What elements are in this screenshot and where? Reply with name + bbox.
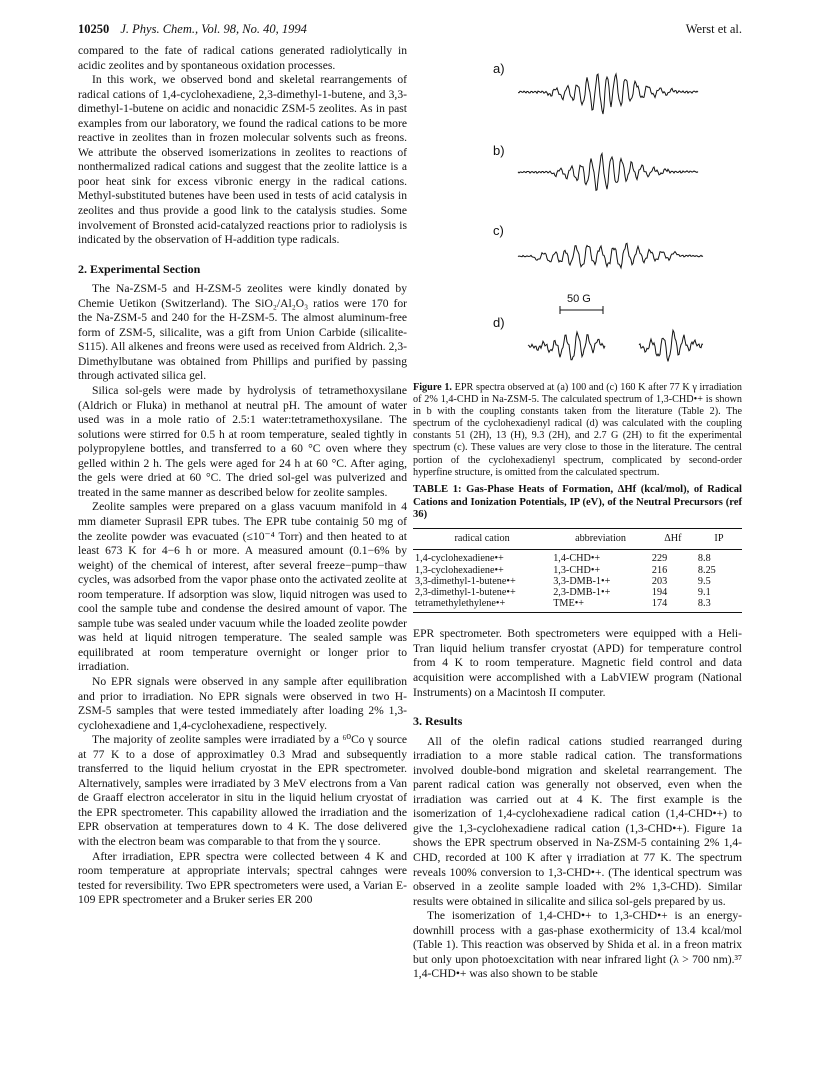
paragraph: Silica sol-gels were made by hydrolysis of tetramethoxysilane (Aldrich or Fluka) in methanol at neutral pH. The amount of water used was in a mole ratio of 2.5:1 water:tetramethoxysilane. The solutions were stirred for 0.5 h at room temperature, sealed tightly in polypropylene bottles, and transferred to a 60 °C oven where they gelled within 2 h. The gels were aged for 24 h at 60 °C. After aging, the gels were dried at 60 °C. The dried sol-gel was pulverized and treated in the same manner as described below for zeolite samples. bbox=[78, 384, 407, 499]
table-cell: 3,3-dimethyl-1-butene•+ bbox=[415, 575, 516, 587]
table-header-cell: IP bbox=[696, 528, 742, 550]
paragraph: In this work, we observed bond and skeletal rearrangements of radical cations of 1,4-cyclohexadiene, 2,3-dimethyl-1-butene, and 3,3-dimethyl-1-butene on acidic and nonacidic ZSM-5 zeolites. As in past examples from our laboratory, we found the radical cations to be more reactive in zeolites than in frozen molecular solvents such as freons. We attribute the observed isomerizations in zeolites to reactions of nonthermalized radical cations and suggest that the zeolite lattice is a poor heat sink for excess vibronic energy in the radical cations. Methyl-substituted butenes have been used in tests of acid catalysis in zeolites and thus provide a good link to the catalysis studies. Some involvement of Bronsted acid-catalyzed reactions prior to radiolysis is indicated by the observation of H-addition type radicals. bbox=[78, 73, 407, 247]
table-cell: 9.5 bbox=[697, 575, 711, 587]
table-cell: 3,3-DMB-1•+ bbox=[553, 575, 611, 587]
spectrum-trace-c bbox=[518, 243, 703, 268]
paragraph: compared to the fate of radical cations generated radiolytically in acidic zeolites and by spontaneous oxidation processes. bbox=[78, 44, 407, 72]
left-column bbox=[78, 44, 407, 908]
table-cell: 1,3-CHD•+ bbox=[553, 564, 601, 576]
table-cell: 8.8 bbox=[697, 553, 711, 565]
scale-bar bbox=[560, 306, 603, 314]
table-row bbox=[413, 565, 742, 576]
right-column bbox=[413, 44, 742, 982]
table-cell: 8.25 bbox=[697, 564, 716, 576]
table-cell: 9.1 bbox=[697, 586, 711, 598]
table-caption: TABLE 1: Gas-Phase Heats of Formation, ΔHf (kcal/mol), of Radical Cations and Ionization Potentials, IP (eV), of the Neutral Precursors (ref 36) bbox=[413, 484, 742, 521]
paragraph: All of the olefin radical cations studied rearranged during irradiation to a more stable radical cation. The transformations involved double-bond migration and skeletal rearrangement. The parent radical cation was generally not observed, even when the irradiation was carried out at 4 K. The first example is the isomerization of 1,4-cyclohexadiene radical cation (1,4-CHD•+) to give the 1,3-cyclohexadiene radical cation (1,3-CHD•+). Figure 1a shows the EPR spectrum observed in Na-ZSM-5 containing 2% 1,4-CHD, recorded at 100 K after γ irradiation at 77 K. The spectrum reveals 100% conversion to 1,3-CHD•+. (The identical spectrum was observed in a zeolite sample loaded with 2% 1,3-CHD). Similar results were obtained in silicalite and silica sol-gels prepared by us. bbox=[413, 734, 742, 908]
table-header-cell: radical cation bbox=[413, 528, 551, 550]
figure-caption-label: Figure 1. bbox=[413, 382, 452, 393]
table-header-cell: ΔHf bbox=[650, 528, 696, 550]
panel-label-d: d) bbox=[493, 315, 505, 330]
table-cell: 2,3-dimethyl-1-butene•+ bbox=[415, 586, 516, 598]
section-heading-results: 3. Results bbox=[413, 714, 463, 729]
table-cell: 1,4-CHD•+ bbox=[553, 553, 601, 565]
table-cell: 203 bbox=[651, 575, 668, 587]
paragraph: The Na-ZSM-5 and H-ZSM-5 zeolites were kindly donated by Chemie Uetikon (Switzerland). The SiO₂/Al₂O₃ ratios were 170 for the Na-ZSM-5 and 240 for the H-ZSM-5. The almost aluminum-free form of ZSM-5, silicalite, was a gift from Union Carbide (silicalite-S115). All alkenes and freons were used as received from Aldrich. 2,3-Dimethylbutane was obtained from Phillips and purified by passing through activated silica gel. bbox=[78, 282, 407, 383]
panel-label-a: a) bbox=[493, 61, 505, 76]
page-number: 10250 bbox=[78, 22, 110, 36]
running-header bbox=[78, 22, 742, 40]
table-cell: tetramethylethylene•+ bbox=[413, 598, 551, 613]
figure-caption bbox=[413, 382, 742, 479]
figure-caption-text: EPR spectra observed at (a) 100 and (c) 160 K after 77 K γ irradiation of 2% 1,4-CHD in Na-ZSM-5. The calculated spectrum of 1,3-CHD•+ is shown in b with the coupling constants taken from the literature (Table 2). The spectrum of the cyclohexadienyl radical (d) was calculated with the coupling constants 51 (2H), 13 (H), 9.3 (2H), and 2.7 G (2H) to fit the experimental spectrum (c). These values are very close to those in the literature. The central portion of the cyclohexadienyl spectrum, complicated by second-order hyperfine structure, is omitted from the calculated spectrum. bbox=[413, 382, 742, 478]
epr-spectra-graphic bbox=[413, 44, 742, 374]
paragraph: EPR spectrometer. Both spectrometers were equipped with a Heli-Tran liquid helium transfer cryostat (APD) for temperature control from 4 K to room temperature. Magnetic field control and data acquisition were accomplished with a LabVIEW program (National Instruments) on a Macintosh II computer. bbox=[413, 627, 742, 699]
panel-label-c: c) bbox=[493, 223, 504, 238]
table-1 bbox=[413, 528, 742, 614]
panel-label-b: b) bbox=[493, 143, 505, 158]
spectrum-trace-d2 bbox=[639, 330, 703, 361]
table-cell: 2,3-DMB-1•+ bbox=[553, 586, 611, 598]
paragraph: No EPR signals were observed in any sample after equilibration and prior to irradiation. No EPR signals were observed in two H-ZSM-5 samples that were tested immediately after loading 2% 1,3-cyclohexadiene and 1,4-cyclohexadiene, respectively. bbox=[78, 674, 407, 732]
table-cell: TME•+ bbox=[551, 598, 650, 613]
table-cell: 194 bbox=[651, 586, 668, 598]
table-cell: 1,4-cyclohexadiene•+ bbox=[415, 553, 504, 565]
running-authors: Werst et al. bbox=[685, 22, 742, 36]
table-row bbox=[413, 550, 742, 565]
table-row bbox=[413, 576, 742, 587]
table-cell: 174 bbox=[650, 598, 696, 613]
table-header-cell: abbreviation bbox=[551, 528, 650, 550]
section-heading-experimental: 2. Experimental Section bbox=[78, 261, 201, 276]
scale-label: 50 G bbox=[567, 293, 591, 305]
table-cell: 1,3-cyclohexadiene•+ bbox=[415, 564, 504, 576]
table-cell: 216 bbox=[651, 564, 668, 576]
table-row bbox=[413, 598, 742, 613]
table-header-row bbox=[413, 528, 742, 550]
journal-citation: J. Phys. Chem., Vol. 98, No. 40, 1994 bbox=[120, 22, 307, 36]
table-row bbox=[413, 587, 742, 598]
table-cell: 8.3 bbox=[696, 598, 742, 613]
figure-1 bbox=[413, 44, 742, 478]
spectrum-trace-d1 bbox=[528, 332, 605, 360]
paragraph: After irradiation, EPR spectra were collected between 4 K and room temperature at appropriate intervals; spectral cahnges were tested for reversibility. Two EPR spectrometers were used, a Varian E-109 EPR spectrometer and a Bruker series ER 200 bbox=[78, 849, 407, 907]
paragraph: The isomerization of 1,4-CHD•+ to 1,3-CHD•+ is an energy-downhill process with a gas-phase exothermicity of 13.4 kcal/mol (Table 1). This reaction was observed by Shida et al. in a freon matrix but only upon photoexcitation with near infrared light (λ > 700 nm).³⁷ 1,4-CHD•+ was also shown to be stable bbox=[413, 909, 742, 981]
spectrum-trace-b bbox=[518, 154, 698, 191]
paragraph: Zeolite samples were prepared on a glass vacuum manifold in 4 mm diameter Suprasil EPR tubes. The EPR tube containig 50 mg of the zeolite powder was evacuated (≤10⁻⁴ Torr) and then heated to at least 673 K for 4−6 h or more. A measured amount (0.1−6% by weight) of the chemical of interest, after several freeze−pump−thaw cycles, was adsorbed from the vapor phase onto the activated zeolite at room temperature. If adsorption was slow, liquid nitrogen was used to cool the sample tube and condense the desired amount of vapor. The sample tube was sealed under vacuum while the loaded zeolite powder was held at liquid nitrogen temperature. The sealed sample was equilibrated at room temperature overnight or longer prior to irradiation. bbox=[78, 500, 408, 674]
paragraph: The majority of zeolite samples were irradiated by a ⁶⁰Co γ source at 77 K to a dose of approximatley 0.3 Mrad and subsequently transferred to the liquid helium cryostat in the EPR spectrometer. Alternatively, samples were irradiated by 3 MeV electrons from a Van de Graaff electron accelerator in situ in the liquid helium cryostat of the EPR spectrometer. This capability allowed the irradiation and the EPR observation at temperatures down to 4 K. The dose delivered with the electron beam was comparable to that from the γ source. bbox=[78, 733, 407, 848]
table-cell: 229 bbox=[651, 553, 668, 565]
spectrum-trace-a bbox=[518, 74, 698, 114]
